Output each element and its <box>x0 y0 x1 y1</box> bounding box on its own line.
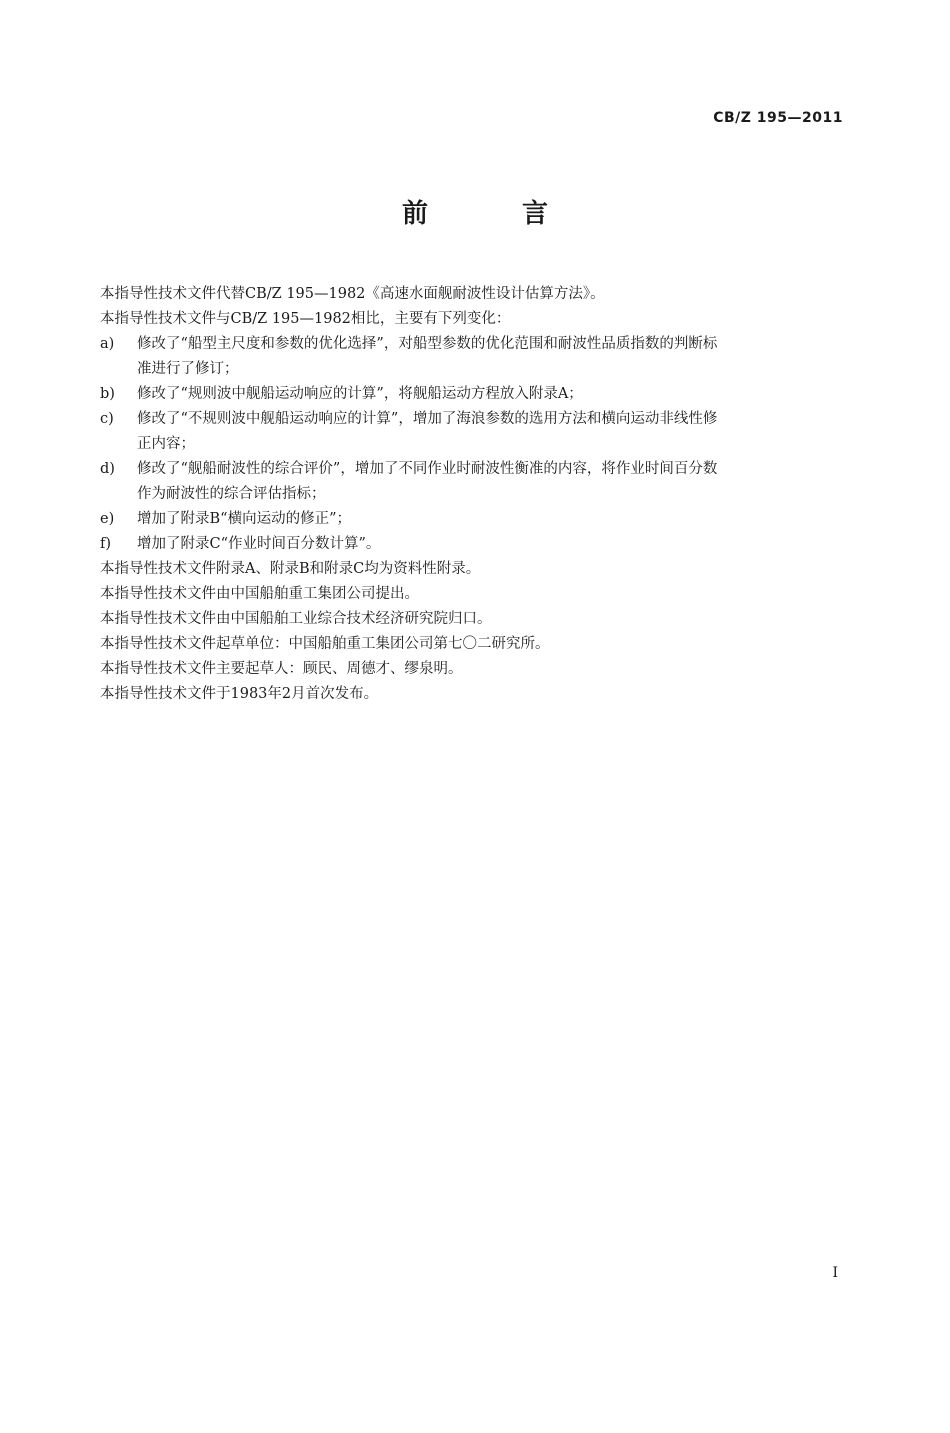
change-text <box>137 507 854 532</box>
page-title: 前 言 <box>401 199 582 229</box>
list-marker: d) <box>100 461 115 477</box>
change-item-d <box>100 457 854 507</box>
change-text <box>137 332 854 382</box>
list-marker: e) <box>100 511 115 527</box>
paragraph-drafters: 本指导性技术文件主要起草人：顾民、周德才、缪泉明。 <box>100 661 463 677</box>
document-code: CB/Z 195—2011 <box>713 110 843 126</box>
list-marker: f) <box>100 536 112 552</box>
change-text-line: 作为耐波性的综合评估指标； <box>137 486 326 502</box>
list-marker: b) <box>100 386 115 402</box>
change-text-line: 修改了“舰船耐波性的综合评价”，增加了不同作业时耐波性衡准的内容，将作业时间百分数 <box>137 461 718 477</box>
change-item-c <box>100 407 854 457</box>
change-text <box>137 457 854 507</box>
change-text-line: 修改了“不规则波中舰船运动响应的计算”，增加了海浪参数的选用方法和横向运动非线性修 <box>137 411 718 427</box>
list-marker: a) <box>100 336 115 352</box>
change-item-b <box>100 382 854 407</box>
change-text-line: 修改了“船型主尺度和参数的优化选择”，对船型参数的优化范围和耐波性品质指数的判断标 <box>137 336 718 352</box>
change-text-line: 正内容； <box>137 436 195 452</box>
change-item-e <box>100 507 854 532</box>
page-number: I <box>832 1265 838 1281</box>
paragraph-appendices: 本指导性技术文件附录A、附录B和附录C均为资料性附录。 <box>100 561 481 577</box>
change-text-line: 增加了附录C“作业时间百分数计算”。 <box>137 536 381 552</box>
paragraph-drafting-unit: 本指导性技术文件起草单位：中国船舶重工集团公司第七〇二研究所。 <box>100 636 550 652</box>
change-text <box>137 382 854 407</box>
change-text-line: 准进行了修订； <box>137 361 239 377</box>
change-text <box>137 407 854 457</box>
paragraph-first-published: 本指导性技术文件于1983年2月首次发布。 <box>100 686 379 702</box>
paragraph-replaces: 本指导性技术文件代替CB/Z 195—1982《高速水面舰耐波性设计估算方法》。 <box>100 286 605 302</box>
paragraph-proposed-by: 本指导性技术文件由中国船舶重工集团公司提出。 <box>100 586 419 602</box>
paragraph-under-jurisdiction: 本指导性技术文件由中国船舶工业综合技术经济研究院归口。 <box>100 611 492 627</box>
paragraph-changes-intro: 本指导性技术文件与CB/Z 195—1982相比，主要有下列变化： <box>100 311 511 327</box>
foreword-body <box>100 282 854 707</box>
change-text <box>137 532 854 557</box>
change-text-line: 增加了附录B“横向运动的修正”； <box>137 511 351 527</box>
change-text-line: 修改了“规则波中舰船运动响应的计算”，将舰船运动方程放入附录A； <box>137 386 583 402</box>
list-marker: c) <box>100 411 114 427</box>
change-item-f <box>100 532 854 557</box>
change-item-a <box>100 332 854 382</box>
